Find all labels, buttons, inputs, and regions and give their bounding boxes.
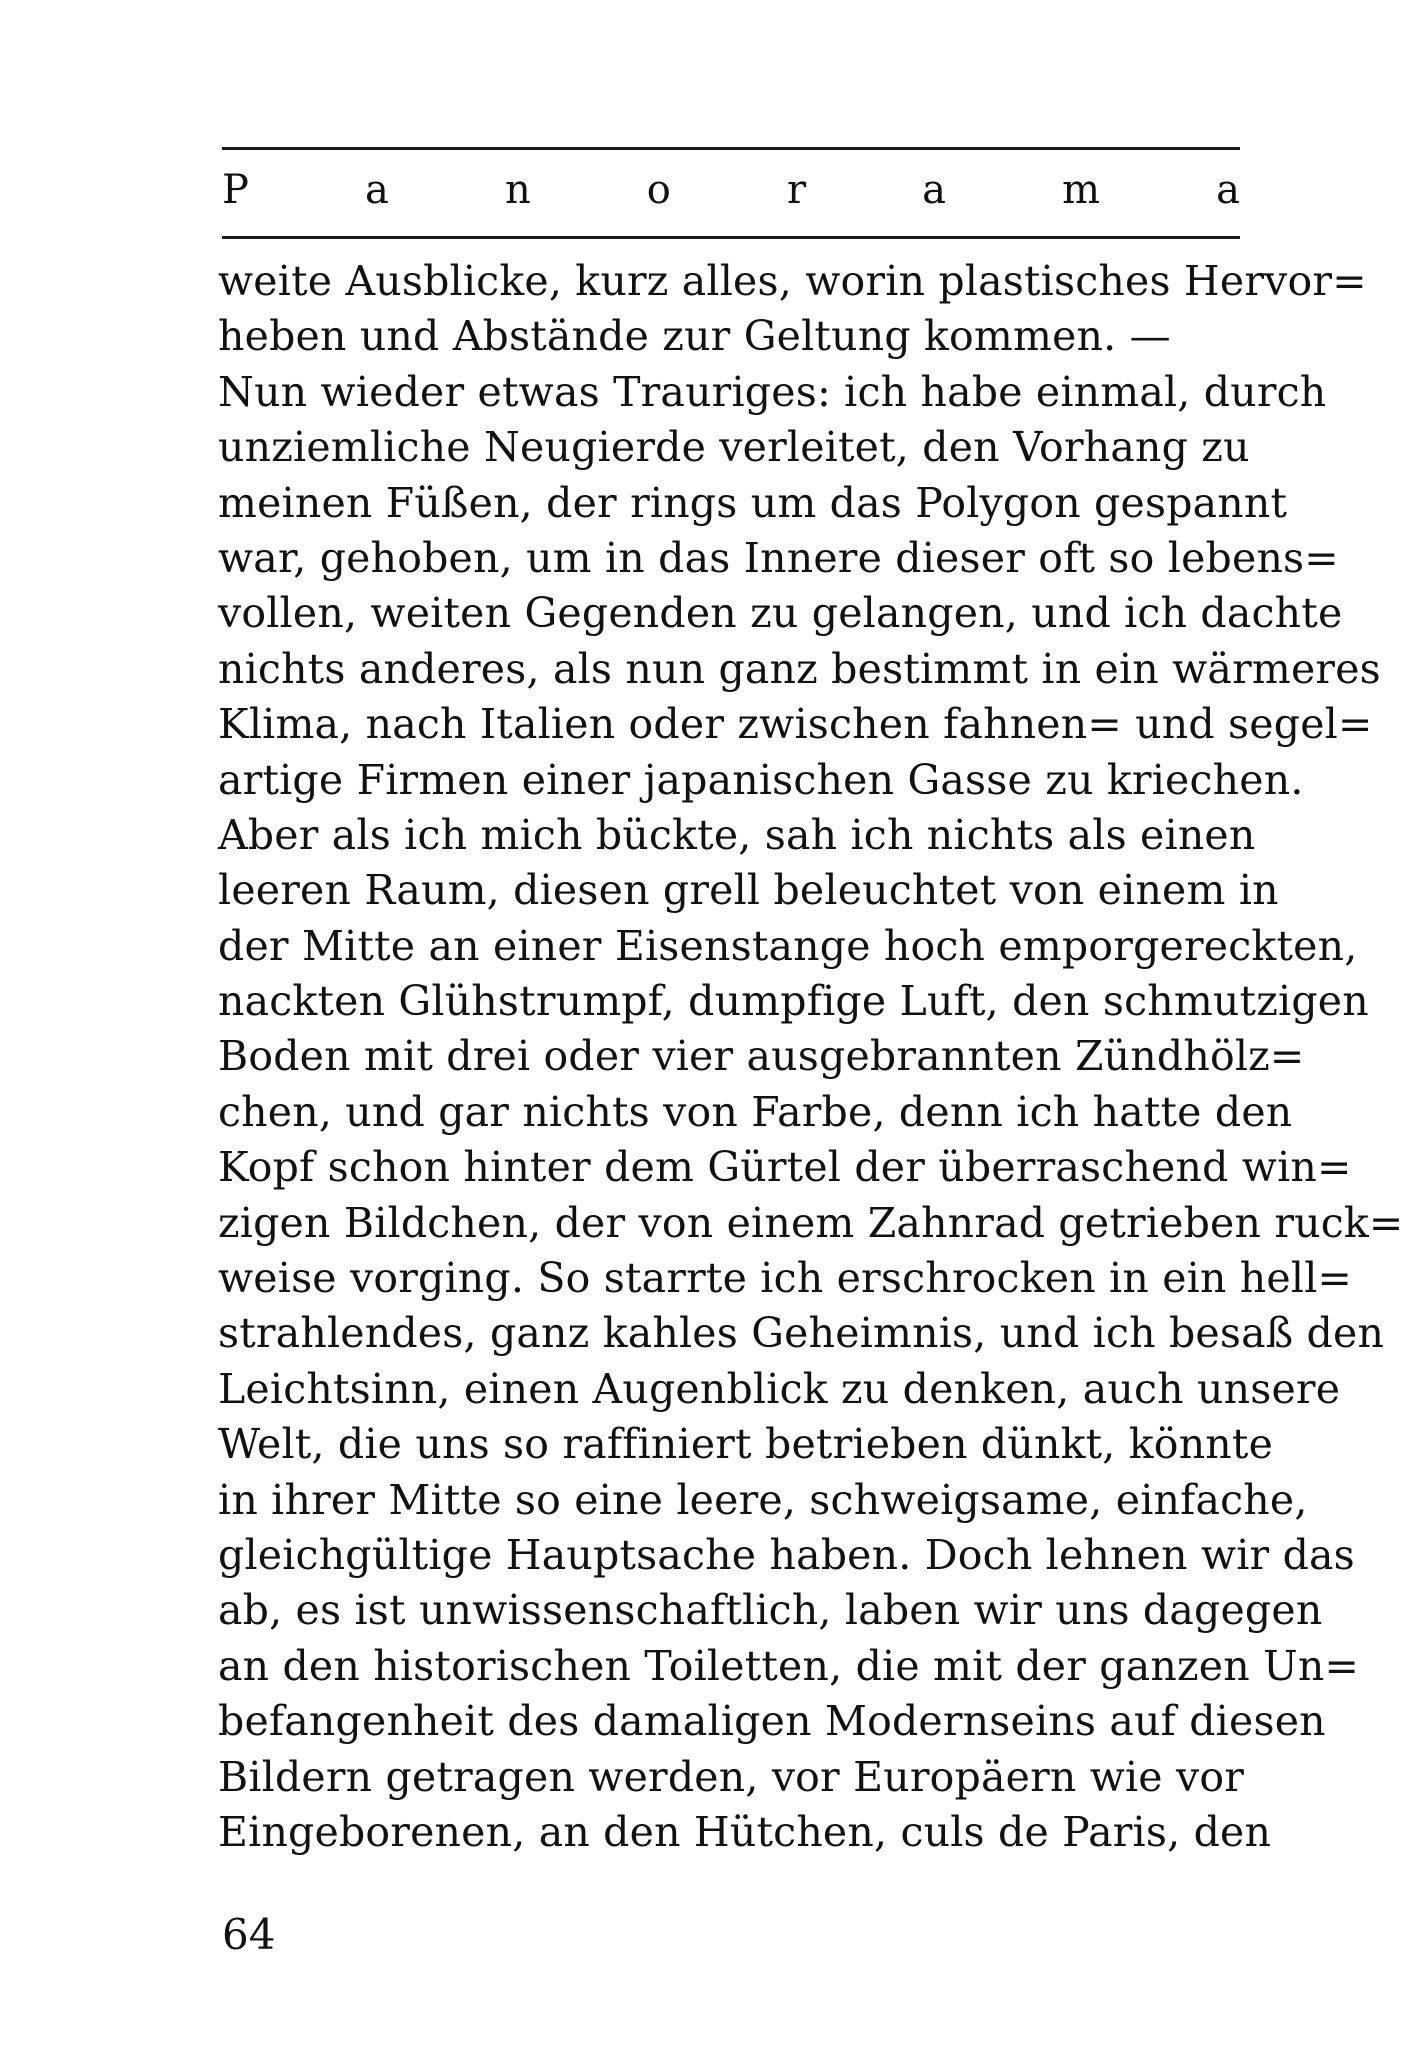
running-head-letter: r	[786, 167, 807, 213]
text-line: meinen Füßen, der rings um das Polygon gespannt	[218, 478, 1288, 527]
text-line: weise vorging. So starrte ich erschrocken in ein hell=	[218, 1254, 1353, 1303]
page-number: 64	[222, 1910, 276, 1959]
text-line: Nun wieder etwas Trauriges: ich habe einmal, durch	[218, 367, 1327, 416]
text-line: zigen Bildchen, der von einem Zahnrad getrieben ruck=	[218, 1198, 1404, 1247]
running-head-letter: o	[646, 167, 671, 213]
running-head-letter: m	[1062, 167, 1101, 213]
text-line: artige Firmen einer japanischen Gasse zu kriechen.	[218, 755, 1304, 804]
running-head-letter: P	[222, 167, 249, 213]
text-line: ab, es ist unwissenschaftlich, laben wir uns dagegen	[218, 1586, 1323, 1635]
text-line: an den historischen Toiletten, die mit der ganzen Un=	[218, 1641, 1360, 1690]
text-line: Boden mit drei oder vier ausgebrannten Zündhölz=	[218, 1032, 1305, 1081]
text-line: unziemliche Neugierde verleitet, den Vorhang zu	[218, 423, 1250, 472]
text-line: Eingeborenen, an den Hütchen, culs de Paris, den	[218, 1807, 1272, 1856]
text-line: Welt, die uns so raffiniert betrieben dünkt, könnte	[218, 1420, 1274, 1469]
text-line: Bildern getragen werden, vor Europäern wie vor	[218, 1752, 1245, 1801]
header-rule-top	[222, 147, 1240, 150]
text-line: der Mitte an einer Eisenstange hoch emporgereckten,	[218, 921, 1358, 970]
text-line: vollen, weiten Gegenden zu gelangen, und ich dachte	[218, 589, 1343, 638]
text-line: befangenheit des damaligen Modernseins auf diesen	[218, 1697, 1326, 1746]
text-line: chen, und gar nichts von Farbe, denn ich hatte den	[218, 1087, 1293, 1136]
text-line: leeren Raum, diesen grell beleuchtet von einem in	[218, 866, 1279, 915]
text-line: in ihrer Mitte so eine leere, schweigsame, einfache,	[218, 1475, 1308, 1524]
text-line: weite Ausblicke, kurz alles, worin plastisches Hervor=	[218, 257, 1367, 305]
text-line: war, gehoben, um in das Innere dieser oft so lebens=	[218, 533, 1339, 582]
body-text	[218, 254, 1404, 1860]
text-line: strahlendes, ganz kahles Geheimnis, und ich besaß den	[218, 1309, 1385, 1358]
text-line: gleichgültige Hauptsache haben. Doch lehnen wir das	[218, 1530, 1355, 1579]
running-head-letter: n	[504, 167, 531, 213]
running-head-letter: a	[922, 167, 947, 213]
running-head-letter: a	[365, 167, 389, 213]
running-head-letter: a	[1216, 167, 1240, 213]
header-rule-bottom	[222, 236, 1240, 239]
text-line: Leichtsinn, einen Augenblick zu denken, auch unsere	[218, 1364, 1341, 1413]
running-head	[222, 160, 1240, 220]
text-line: Klima, nach Italien oder zwischen fahnen= und segel=	[218, 700, 1373, 749]
text-line: Kopf schon hinter dem Gürtel der überraschend win=	[218, 1143, 1352, 1192]
text-line: nichts anderes, als nun ganz bestimmt in ein wärmeres	[218, 644, 1381, 693]
text-line: nackten Glühstrumpf, dumpfige Luft, den schmutzigen	[218, 977, 1369, 1026]
text-line: heben und Abstände zur Geltung kommen. —	[218, 312, 1171, 361]
text-line: Aber als ich mich bückte, sah ich nichts als einen	[218, 810, 1256, 859]
